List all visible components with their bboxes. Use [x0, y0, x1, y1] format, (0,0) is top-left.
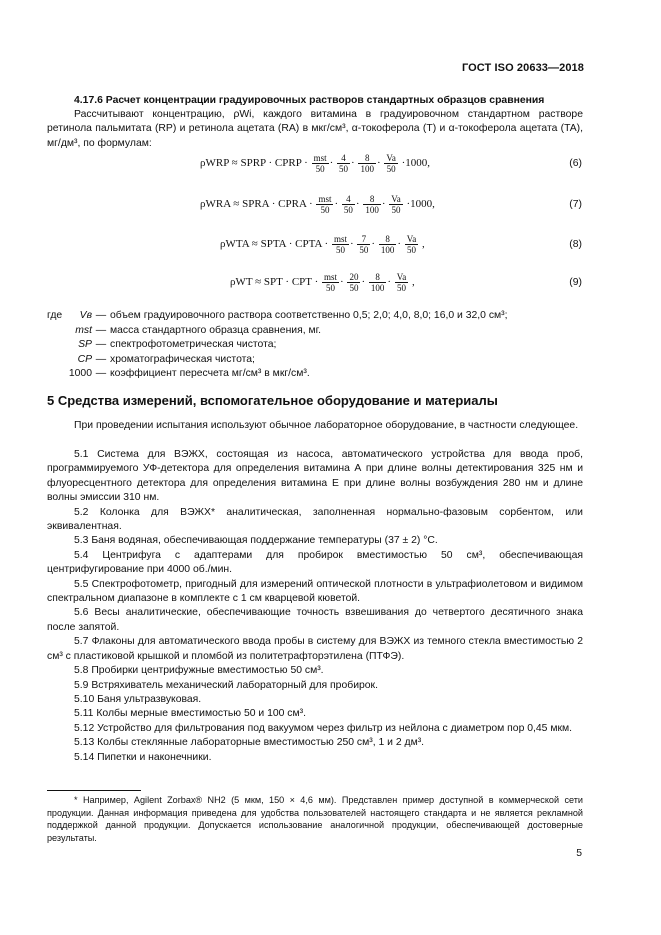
list-item: 5.13 Колбы стеклянные лабораторные вместимостью 250 см³, 1 и 2 дм³.: [74, 737, 425, 749]
fraction: $\frac{8}{100}$: [360, 153, 374, 174]
formula-number-6: (6): [569, 158, 582, 169]
symbol-legend: [47, 309, 508, 382]
formula-number-7: (7): [569, 199, 582, 210]
list-item: 5.9 Встряхиватель механический лабораторный для пробирок.: [74, 679, 378, 691]
legend-row: 1000 — коэффициент пересчета мг/см³ в мкг/см³.: [68, 368, 310, 380]
fraction: $\frac{4}{50}$: [339, 153, 349, 174]
formula-tail: ·1000,: [406, 198, 435, 211]
list-item: 5.8 Пробирки центрифужные вместимостью 50 см³.: [74, 665, 324, 677]
list-item: 5.4 Центрифуга с адаптерами для пробирок вместимостью 50 см³, обеспечивающая центрифугирование при 4000 об./мин.: [47, 549, 583, 576]
formula-number-9: (9): [569, 277, 582, 288]
legend-row: CP — хроматографическая чистота;: [77, 353, 255, 365]
formula-9: ρWT ≈ SPT · CPT · mst 50 · $\frac{20}{50}$ · $\frac{8}{100}$ · $\frac{Va}{50}$ ,: [230, 272, 415, 293]
fraction: $\frac{Va}{50}$: [391, 194, 401, 215]
fraction: mst 50: [318, 194, 332, 215]
formula-tail: ·1000,: [401, 157, 431, 170]
fraction: $\frac{Va}{50}$: [396, 272, 407, 293]
footnote: * Например, Agilent Zorbax® NH2 (5 мкм, 150 × 4,6 мм). Представлен пример доступной в коммерческой сети продукции. Данная информация приведена для удобства пользователей настоящего стандарта и не является рекламной поддержкой данной продукции. Допускается использование аналогичной продукции, обеспечивающей достоверные результаты.: [47, 795, 583, 843]
formula-lhs: ρWRP ≈ SPRP · CPRP ·: [200, 157, 308, 170]
list-item: 5.3 Баня водяная, обеспечивающая поддержание температуры (37 ± 2) °С.: [74, 535, 438, 547]
page-number: 5: [576, 848, 582, 859]
fraction: $\frac{Va}{50}$: [406, 234, 417, 255]
formula-tail: ,: [421, 238, 425, 251]
fraction: $\frac{8}{100}$: [380, 234, 395, 255]
list-item: 5.5 Спектрофотометр, пригодный для измерений оптической плотности в ультрафиолетовом и видимом спектральном диапазоне в комплекте с 1 см кварцевой кюветой.: [47, 578, 583, 605]
legend-row: где Vв — объем градуировочного раствора соответственно 0,5; 2,0; 4,0, 8,0; 16,0 и 32,0 см³;: [47, 310, 508, 321]
list-item: 5.6 Весы аналитические, обеспечивающие точность взвешивания до четвертого десятичного знака после запятой.: [47, 607, 583, 633]
fraction: $\frac{8}{100}$: [365, 194, 379, 215]
formula-number-8: (8): [569, 239, 582, 250]
list-item: 5.7 Флаконы для автоматического ввода пробы в систему для ВЭЖХ из темного стекла вместимостью 2 см³ с пластиковой крышкой и пломбой из политетрафторэтилена (ПТФЭ).: [47, 636, 583, 662]
legend-row: mst — масса стандартного образца сравнения, мг.: [75, 324, 322, 336]
subsection-heading-4-17-6: 4.17.6 Расчет концентрации градуировочных растворов стандартных образцов сравнения: [74, 95, 545, 106]
subsection-paragraph: Рассчитывают концентрацию, ρWi, каждого витамина в градуировочном стандартном растворе ретинола пальмитата (RP) и ретинола ацетата (RA) в мкг/см³, α-токоферола (T) и α-токоферола ацетата (TA), мг/дм³, по формулам:: [47, 109, 583, 149]
formula-8: ρWTA ≈ SPTA · CPTA · mst 50 · $\frac{7}{50}$ · $\frac{8}{100}$ · $\frac{Va}{50}$ ,: [220, 234, 425, 255]
footnote-divider: [47, 790, 141, 791]
list-item: 5.11 Колбы мерные вместимостью 50 и 100 см³.: [74, 708, 306, 720]
fraction: $\frac{4}{50}$: [343, 194, 353, 215]
formula-lhs: ρWTA ≈ SPTA · CPTA ·: [220, 238, 329, 251]
fraction: mst 50: [313, 153, 327, 174]
section-5-intro: При проведении испытания используют обычное лабораторное оборудование, в частности следующее.: [74, 420, 579, 431]
formula-lhs: ρWRA ≈ SPRA · CPRA ·: [200, 198, 313, 211]
fraction: mst 50: [333, 234, 347, 255]
section-5-items: [47, 448, 583, 765]
list-item: 5.12 Устройство для фильтрования под вакуумом через фильтр из нейлона с диаметром пор 0,45 мкм.: [74, 722, 573, 734]
fraction: $\frac{Va}{50}$: [386, 153, 396, 174]
formula-7: ρWRA ≈ SPRA · CPRA · mst 50 · $\frac{4}{50}$ · $\frac{8}{100}$ · $\frac{Va}{50}$ ·1000,: [200, 194, 435, 215]
list-item: 5.14 Пипетки и наконечники.: [74, 751, 212, 763]
formula-tail: ,: [412, 276, 415, 289]
section-5-title: 5 Средства измерений, вспомогательное оборудование и материалы: [47, 393, 498, 408]
list-item: 5.2 Колонка для ВЭЖХ* аналитическая, заполненная нормально-фазовым сорбентом, или эквивалентная.: [47, 506, 583, 533]
fraction: mst 50: [324, 272, 338, 293]
fraction: $\frac{7}{50}$: [359, 234, 369, 255]
formula-lhs: ρWT ≈ SPT · CPT ·: [230, 276, 319, 289]
fraction: $\frac{20}{50}$: [349, 272, 359, 293]
formula-6: ρWRP ≈ SPRP · CPRP · mst 50 · $\frac{4}{50}$ · $\frac{8}{100}$ · $\frac{Va}{50}$ ·1000,: [200, 153, 431, 174]
legend-row: SP — спектрофотометрическая чистота;: [78, 339, 277, 351]
fraction: $\frac{8}{100}$: [370, 272, 385, 293]
list-item: 5.10 Баня ультразвуковая.: [74, 693, 202, 705]
document-code-header: ГОСТ ISO 20633—2018: [461, 62, 584, 74]
list-item: 5.1 Система для ВЭЖХ, состоящая из насоса, автоматического устройства для ввода проб, программируемого УФ-детектора для определения витамина А при длине волны детектирования 325 нм и флуоресцентного детектора для определения витамина Е при длине волны возбуждения 280 нм и длине волны эмиссии 310 нм.: [47, 449, 583, 504]
